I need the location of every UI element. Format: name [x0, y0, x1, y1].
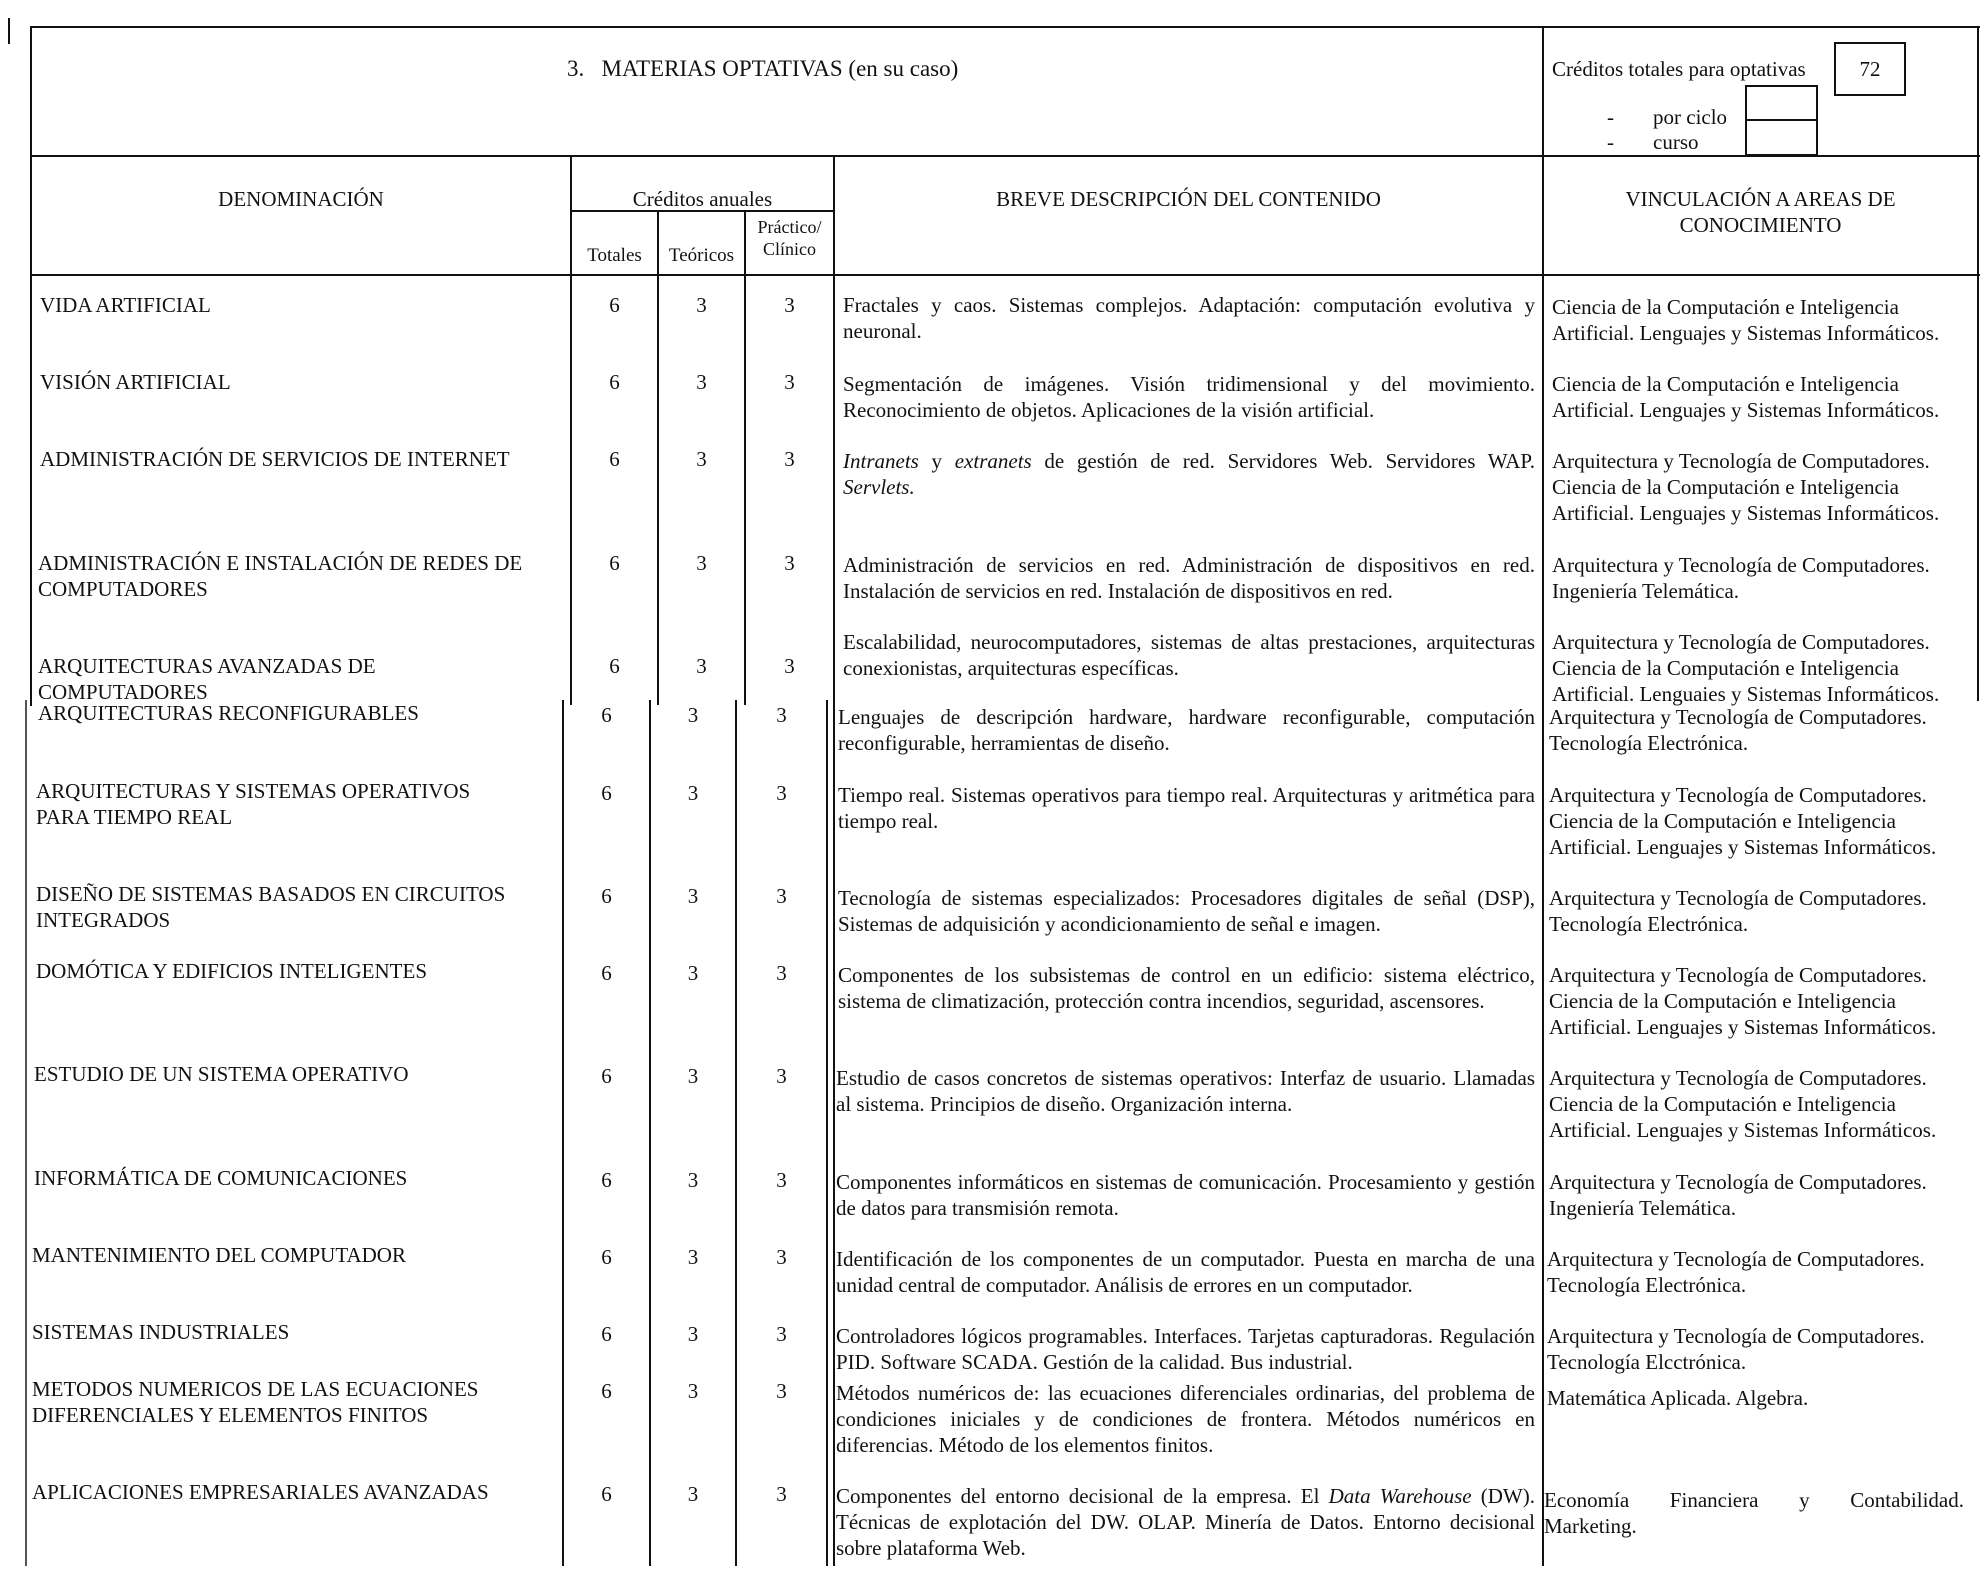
- row-teoricos: 3: [696, 654, 707, 678]
- credits-label: Créditos totales para optativas: [1552, 57, 1806, 81]
- row-totales: 6: [609, 370, 620, 394]
- row-area-line: Matemática Aplicada. Algebra.: [1547, 1386, 1809, 1410]
- row-area-line: Arquitectura y Tecnología de Computadores.: [1549, 963, 1927, 987]
- row-totales: 6: [601, 961, 612, 985]
- row-totales: 6: [601, 1064, 612, 1088]
- row-practicos: 3: [776, 961, 787, 985]
- row-area-line: Artificial. Lenguajes y Sistemas Informáticos.: [1552, 398, 1940, 422]
- row-description: Segmentación de imágenes. Visión tridimensional y del movimiento. Reconocimiento de objetos. Aplicaciones de la visión artificial.: [843, 372, 1535, 422]
- margin-mark: [8, 18, 10, 44]
- row-description: Identificación de los componentes de un computador. Puesta en marcha de una unidad central de computador. Análisis de errores en un computador.: [836, 1247, 1535, 1297]
- row-area-line: Ingeniería Telemática.: [1552, 579, 1740, 603]
- row-area-line: Tecnología Electrónica.: [1549, 912, 1749, 936]
- row-teoricos: 3: [687, 1322, 699, 1346]
- row-name: ESTUDIO DE UN SISTEMA OPERATIVO: [34, 1062, 409, 1086]
- row-name: SISTEMAS INDUSTRIALES: [32, 1320, 290, 1344]
- row-practicos: 3: [776, 1322, 787, 1346]
- col-header-practico: Práctico/ Clínico: [757, 217, 822, 259]
- row-area-line: Ciencia de la Computación e Inteligencia: [1549, 809, 1896, 833]
- row-name: DISEÑO DE SISTEMAS BASADOS EN CIRCUITOS INTEGRADOS: [36, 882, 506, 932]
- row-name: ARQUITECTURAS RECONFIGURABLES: [38, 701, 419, 725]
- row-practicos: 3: [784, 293, 795, 317]
- row-name: DOMÓTICA Y EDIFICIOS INTELIGENTES: [36, 959, 427, 983]
- lower-col-divider-desc: [826, 700, 828, 1566]
- header-divider: [1542, 26, 1544, 1566]
- row-area-line: Ingeniería Telemática.: [1549, 1196, 1737, 1220]
- curso-dash: -: [1607, 130, 1614, 154]
- lower-left-border: [25, 700, 27, 1566]
- row-area-line: Ciencia de la Computación e Inteligencia: [1549, 1092, 1896, 1116]
- row-area-line: Ciencia de la Computación e Inteligencia: [1552, 475, 1899, 499]
- row-teoricos: 3: [687, 1245, 699, 1269]
- row-description: Métodos numéricos de: las ecuaciones diferenciales ordinarias, del problema de condiciones iniciales y de condiciones de frontera. Métodos numéricos en diferencias. Método de los elementos finitos.: [836, 1381, 1535, 1457]
- row-area-block: Economía Financiera y Contabilidad.: [1544, 1488, 1964, 1512]
- row-area-line: Artificial. Lenguajes y Sistemas Informáticos.: [1549, 1118, 1937, 1142]
- row-totales: 6: [609, 447, 620, 471]
- row-name: METODOS NUMERICOS DE LAS ECUACIONES DIFERENCIALES Y ELEMENTOS FINITOS: [32, 1377, 479, 1427]
- table-left-border: [30, 26, 32, 706]
- row-teoricos: 3: [687, 1379, 699, 1403]
- row-totales: 6: [609, 293, 620, 317]
- row-teoricos: 3: [687, 884, 699, 908]
- row-totales: 6: [609, 654, 620, 678]
- header-bottom-border: [30, 155, 1980, 157]
- row-area-line: Ciencia de la Computación e Inteligencia: [1549, 989, 1896, 1013]
- row-area-line: Arquitectura y Tecnología de Computadores.: [1547, 1324, 1925, 1348]
- row-area-line: Ciencia de la Computación e Inteligencia: [1552, 372, 1899, 396]
- row-totales: 6: [601, 1379, 612, 1403]
- row-totales: 6: [601, 781, 612, 805]
- row-area-line: Arquitectura y Tecnología de Computadores.: [1549, 783, 1927, 807]
- row-area-line: Artificial. Lenguajes y Sistemas Informáticos.: [1549, 835, 1937, 859]
- row-practicos: 3: [776, 1245, 787, 1269]
- row-teoricos: 3: [696, 293, 707, 317]
- col-header-teoricos: Teóricos: [668, 245, 735, 266]
- row-name: ARQUITECTURAS AVANZADAS DE COMPUTADORES: [38, 654, 376, 704]
- row-area-line: Arquitectura y Tecnología de Computadores.: [1549, 886, 1927, 910]
- curso-box: [1745, 119, 1818, 156]
- row-area-line: Artificial. Lenguajes y Sistemas Informáticos.: [1549, 1015, 1937, 1039]
- credits-value: 72: [1859, 57, 1881, 81]
- row-name: MANTENIMIENTO DEL COMPUTADOR: [32, 1243, 406, 1267]
- row-totales: 6: [609, 551, 620, 575]
- row-totales: 6: [601, 1482, 612, 1506]
- row-totales: 6: [601, 703, 612, 727]
- row-teoricos: 3: [687, 1168, 699, 1192]
- table-right-border: [1977, 26, 1979, 701]
- row-name: ADMINISTRACIÓN E INSTALACIÓN DE REDES DE COMPUTADORES: [38, 551, 523, 601]
- row-area-line: Marketing.: [1544, 1514, 1637, 1538]
- row-totales: 6: [601, 1322, 612, 1346]
- row-totales: 6: [601, 1245, 612, 1269]
- row-area-line: Arquitectura y Tecnología de Computadores.: [1552, 630, 1930, 654]
- row-description: Componentes informáticos en sistemas de comunicación. Procesamiento y gestión de datos para transmisión remota.: [836, 1170, 1535, 1220]
- row-area-line: Arquitectura y Tecnología de Computadores.: [1549, 1066, 1927, 1090]
- row-area-line: Tecnología Electrónica.: [1547, 1273, 1747, 1297]
- col-divider-desc: [833, 155, 835, 1566]
- row-teoricos: 3: [687, 703, 699, 727]
- row-description: Controladores lógicos programables. Interfaces. Tarjetas capturadoras. Regulación PID. Software SCADA. Gestión de la calidad. Bus industrial.: [836, 1324, 1535, 1374]
- row-teoricos: 3: [696, 551, 707, 575]
- row-practicos: 3: [776, 1168, 787, 1192]
- curso-label: curso: [1653, 130, 1699, 154]
- row-area-line: Ciencia de la Computación e Inteligencia: [1552, 295, 1899, 319]
- row-area-line: Artificial. Lenguajes y Sistemas Informáticos.: [1552, 321, 1940, 345]
- col-header-descripcion: BREVE DESCRIPCIÓN DEL CONTENIDO: [996, 187, 1381, 211]
- row-teoricos: 3: [687, 961, 699, 985]
- row-practicos: 3: [776, 703, 787, 727]
- row-area-line: Arquitectura y Tecnología de Computadores.: [1549, 705, 1927, 729]
- row-practicos: 3: [784, 447, 795, 471]
- lower-col-divider-teoricos: [735, 700, 737, 1566]
- row-area-line: Arquitectura y Tecnología de Computadores.: [1549, 1170, 1927, 1194]
- row-practicos: 3: [776, 1482, 787, 1506]
- row-area-line: Arquitectura y Tecnología de Computadores.: [1552, 553, 1930, 577]
- row-practicos: 3: [784, 654, 795, 678]
- row-practicos: 3: [776, 884, 787, 908]
- col-header-totales: Totales: [587, 245, 642, 266]
- row-practicos: 3: [776, 781, 787, 805]
- section-title: 3. MATERIAS OPTATIVAS (en su caso): [567, 56, 959, 81]
- row-description: Administración de servicios en red. Administración de dispositivos en red. Instalación de servicios en red. Instalación de dispositivos en red.: [843, 553, 1535, 603]
- row-description: Lenguajes de descripción hardware, hardware reconfigurable, computación reconfigurable, herramientas de diseño.: [838, 705, 1535, 755]
- row-teoricos: 3: [687, 781, 699, 805]
- row-area-line: Tecnología Elcctrónica.: [1547, 1350, 1747, 1374]
- por-ciclo-label: por ciclo: [1653, 105, 1728, 129]
- por-ciclo-dash: -: [1607, 105, 1614, 129]
- row-teoricos: 3: [696, 447, 707, 471]
- row-description: Fractales y caos. Sistemas complejos. Adaptación: computación evolutiva y neuronal.: [843, 293, 1535, 343]
- row-area-line: Arquitectura y Tecnología de Computadores.: [1552, 449, 1930, 473]
- column-header-bottom: [30, 274, 1980, 276]
- col-header-vinculacion: VINCULACIÓN A AREAS DE CONOCIMIENTO: [1625, 187, 1896, 237]
- col-divider-name: [570, 155, 572, 705]
- row-area-line: Ciencia de la Computación e Inteligencia: [1552, 656, 1899, 680]
- row-name: VISIÓN ARTIFICIAL: [40, 370, 231, 394]
- lower-col-divider-name: [562, 700, 564, 1566]
- row-description: Estudio de casos concretos de sistemas operativos: Interfaz de usuario. Llamadas al sistema. Principios de diseño. Organización interna.: [836, 1066, 1535, 1116]
- row-teoricos: 3: [687, 1482, 699, 1506]
- row-name: ADMINISTRACIÓN DE SERVICIOS DE INTERNET: [40, 447, 510, 471]
- row-description: Tecnología de sistemas especializados: Procesadores digitales de señal (DSP), Sistemas de adquisición y acondicionamiento de señal e imagen.: [838, 886, 1535, 936]
- row-practicos: 3: [776, 1379, 787, 1403]
- row-teoricos: 3: [687, 1064, 699, 1088]
- row-area-line: Arquitectura y Tecnología de Computadores.: [1547, 1247, 1925, 1271]
- lower-col-divider-totales: [649, 700, 651, 1566]
- row-area-line: Tecnología Electrónica.: [1549, 731, 1749, 755]
- row-description: Escalabilidad, neurocomputadores, sistemas de altas prestaciones, arquitecturas conexionistas, arquitecturas específicas.: [843, 630, 1535, 680]
- row-totales: 6: [601, 884, 612, 908]
- table-top-border: [30, 26, 1980, 28]
- row-name: APLICACIONES EMPRESARIALES AVANZADAS: [32, 1480, 489, 1504]
- col-header-creditos: Créditos anuales: [632, 187, 773, 211]
- row-teoricos: 3: [696, 370, 707, 394]
- row-name: INFORMÁTICA DE COMUNICACIONES: [34, 1166, 408, 1190]
- col-header-denominacion: DENOMINACIÓN: [218, 187, 384, 211]
- row-practicos: 3: [784, 370, 795, 394]
- row-description: Intranets y extranets de gestión de red. Servidores Web. Servidores WAP. Servlets.: [843, 449, 1536, 499]
- row-description: Componentes del entorno decisional de la empresa. El Data Warehouse (DW). Técnicas de explotación del DW. OLAP. Minería de Datos. Entorno decisional sobre plataforma Web.: [836, 1484, 1535, 1560]
- row-name: ARQUITECTURAS Y SISTEMAS OPERATIVOS PARA TIEMPO REAL: [36, 779, 471, 829]
- row-description: Tiempo real. Sistemas operativos para tiempo real. Arquitecturas y aritmética para tiempo real.: [838, 783, 1535, 833]
- row-description: Componentes de los subsistemas de control en un edificio: sistema eléctrico, sistema de climatización, protección contra incendios, seguridad, ascensores.: [838, 963, 1535, 1013]
- row-practicos: 3: [776, 1064, 787, 1088]
- row-totales: 6: [601, 1168, 612, 1192]
- row-area-line: Artificial. Lenguaies y Sistemas Informáticos.: [1552, 682, 1940, 706]
- por-ciclo-box: [1745, 85, 1818, 121]
- row-practicos: 3: [784, 551, 795, 575]
- row-name: VIDA ARTIFICIAL: [40, 293, 211, 317]
- row-area-line: Artificial. Lenguajes y Sistemas Informáticos.: [1552, 501, 1940, 525]
